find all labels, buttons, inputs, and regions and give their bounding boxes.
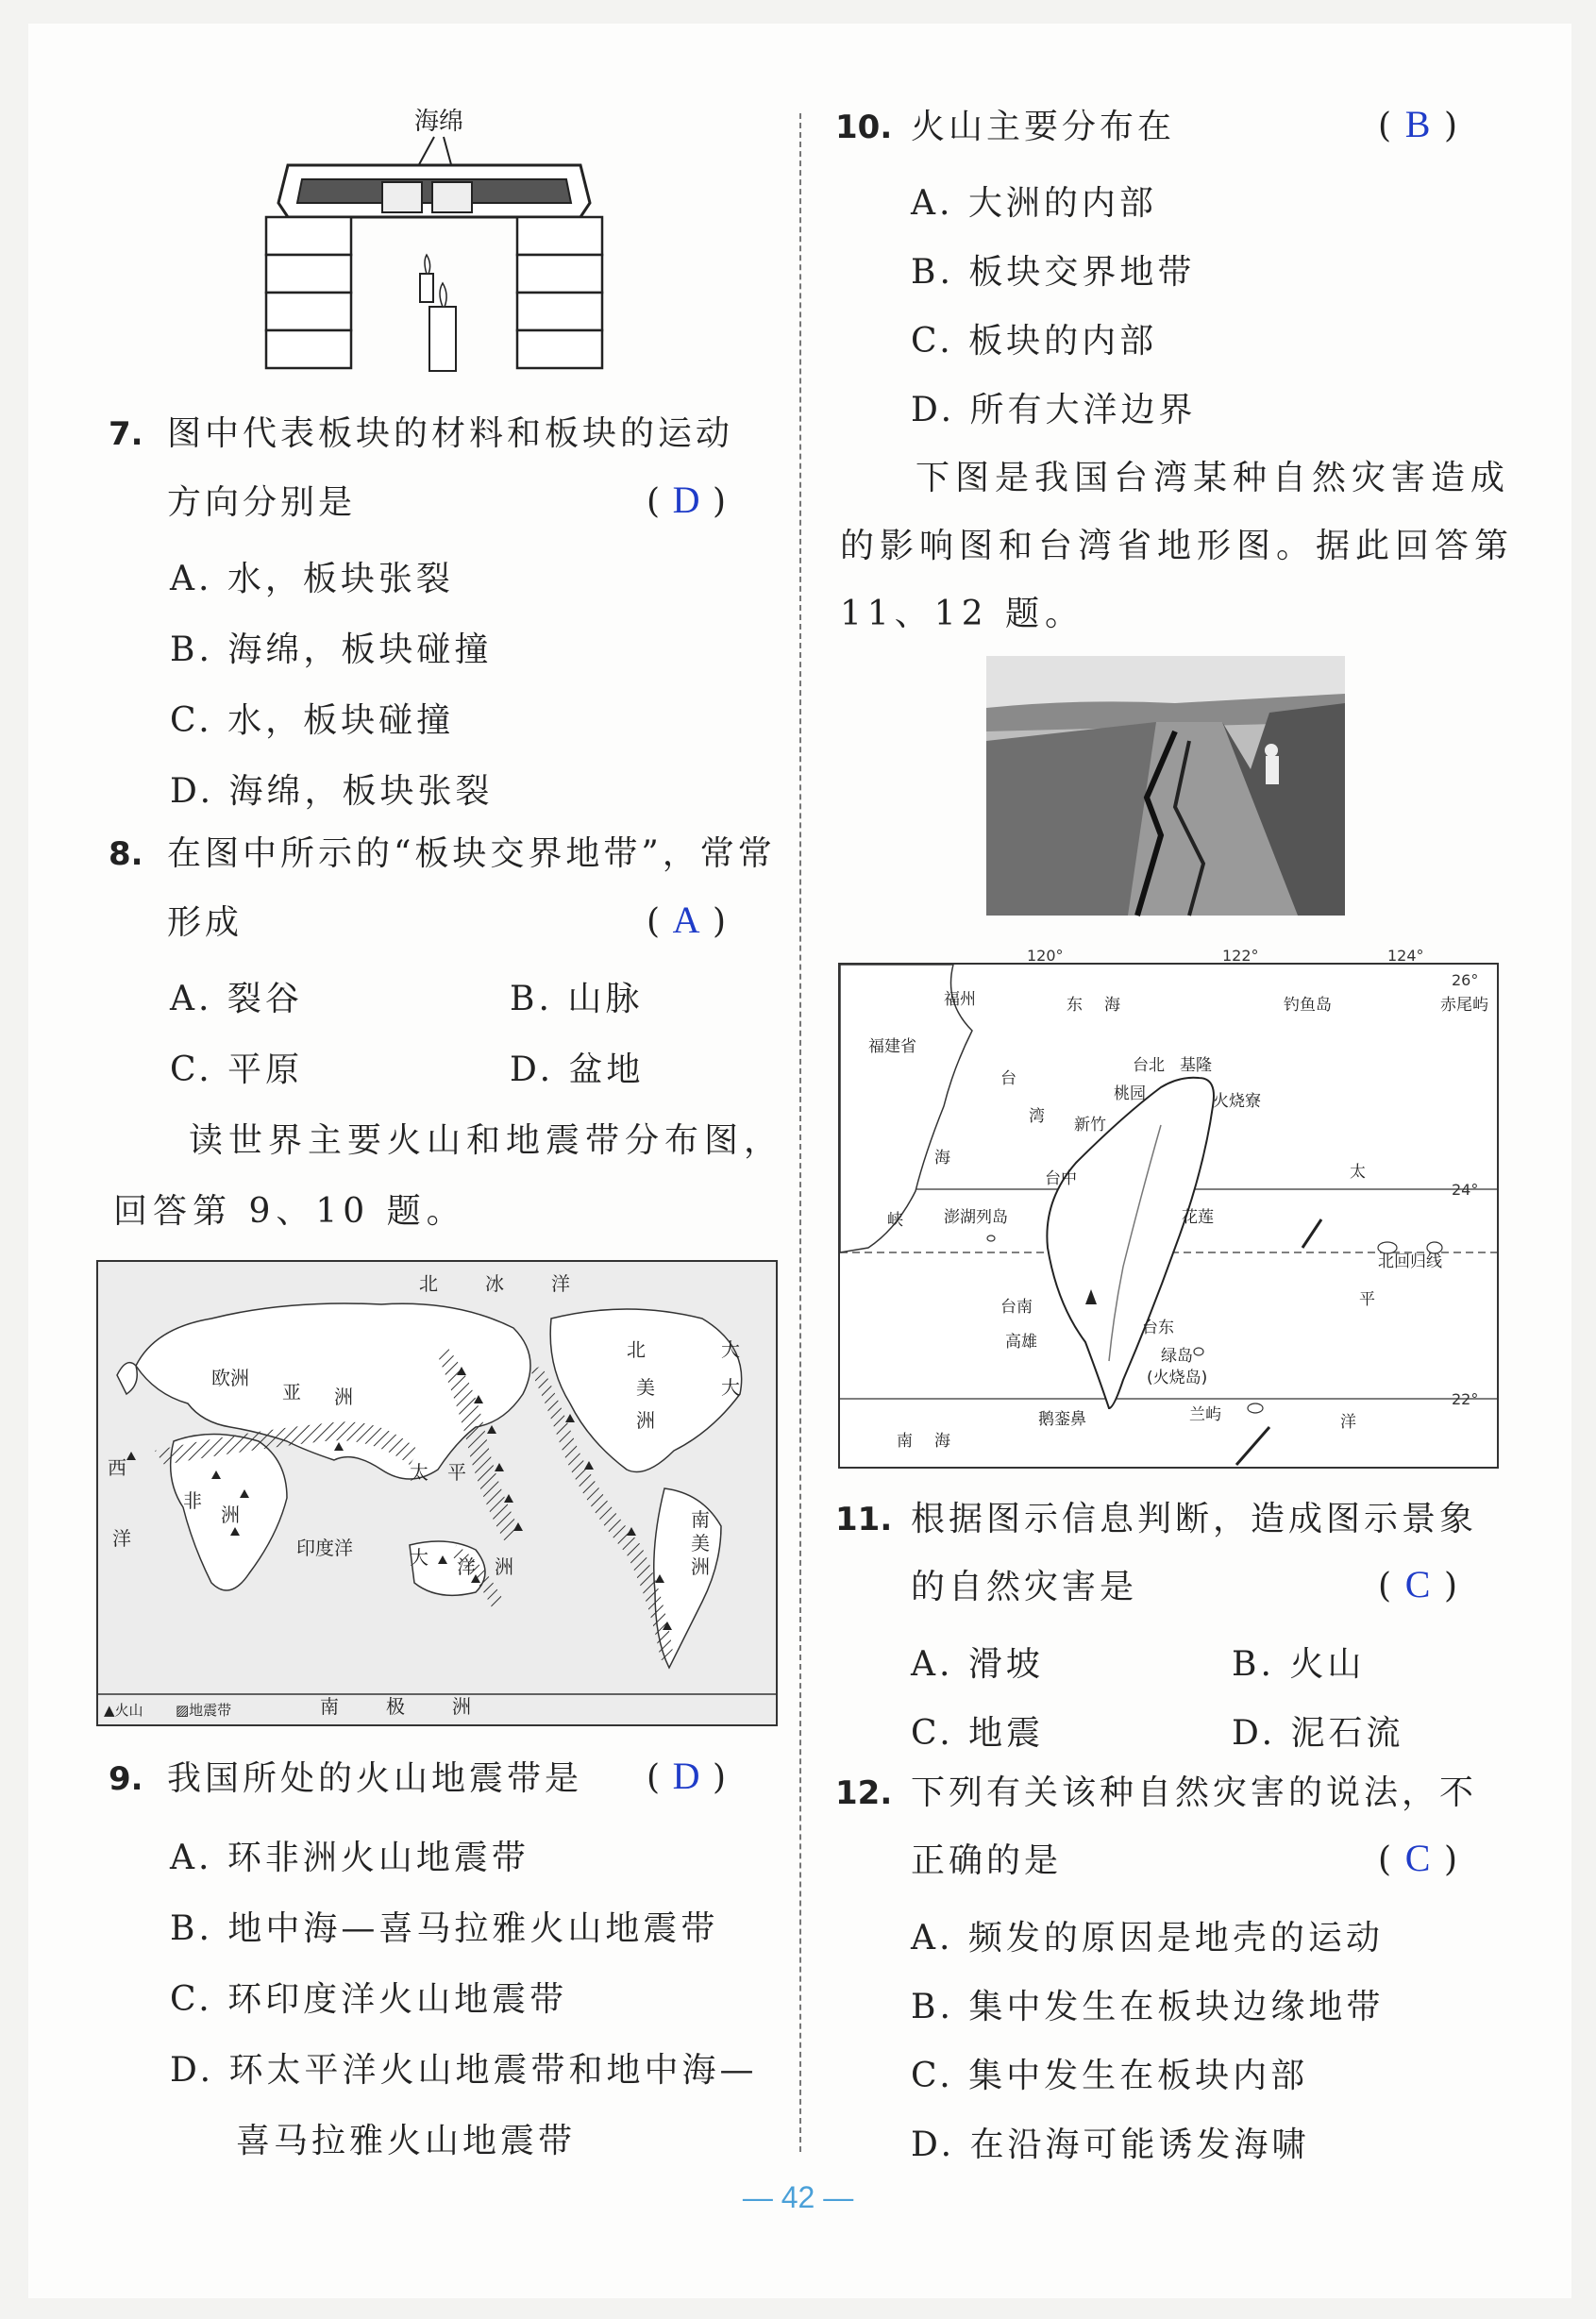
taiwan-terrain-map xyxy=(838,947,1499,1469)
map-label: 洋 xyxy=(551,1272,570,1295)
option: A. 频发的原因是地壳的运动 xyxy=(911,1919,1384,1958)
question-number: 11. xyxy=(835,1501,893,1538)
place-label: 福州 xyxy=(944,990,976,1009)
map-label: 极 xyxy=(386,1695,405,1718)
map-label: 冰 xyxy=(485,1272,504,1295)
intro-text: 下图是我国台湾某种自然灾害造成 xyxy=(916,459,1511,497)
place-label: 南 xyxy=(897,1432,913,1451)
place-label: 海 xyxy=(1104,996,1120,1015)
sponge-experiment-figure xyxy=(255,99,613,382)
legend-volcano: ▲火山 xyxy=(104,1702,143,1719)
place-label: 福建省 xyxy=(868,1037,916,1056)
place-label: (火烧岛) xyxy=(1147,1369,1208,1387)
answer-letter: B xyxy=(1404,103,1431,145)
place-label: 太 xyxy=(1350,1163,1366,1182)
answer-blank: ( A ) xyxy=(647,899,727,941)
place-label: 海 xyxy=(934,1149,950,1168)
option: C. 环印度洋火山地震带 xyxy=(170,1980,568,2019)
map-label: 非 xyxy=(183,1489,202,1512)
legend-earthquake-belt: ▨地震带 xyxy=(176,1702,232,1719)
place-label: 洋 xyxy=(1340,1413,1356,1432)
place-label: 澎湖列岛 xyxy=(944,1208,1008,1227)
question-stem: 我国所处的火山地震带是 xyxy=(167,1759,583,1798)
map-label: 洋 xyxy=(457,1555,476,1578)
question-number: 9. xyxy=(109,1760,143,1798)
lat-tick: 26° xyxy=(1452,971,1479,989)
question-number: 10. xyxy=(835,109,893,146)
question-stem: 方向分别是 xyxy=(167,483,357,522)
place-label: 桃园 xyxy=(1114,1084,1146,1103)
place-label: 台东 xyxy=(1142,1319,1174,1337)
option: D. 泥石流 xyxy=(1232,1714,1404,1753)
answer-blank: ( D ) xyxy=(647,1755,727,1797)
map-label: 洲 xyxy=(452,1695,471,1718)
option: C. 板块的内部 xyxy=(911,322,1158,361)
lat-tick: 24° xyxy=(1452,1181,1479,1199)
map-label: 平 xyxy=(447,1461,466,1484)
option: A. 环非洲火山地震带 xyxy=(170,1839,529,1877)
question-number: 8. xyxy=(109,835,143,873)
place-label: 高雄 xyxy=(1005,1333,1037,1352)
place-label: 鹅銮鼻 xyxy=(1038,1410,1086,1429)
option: B. 地中海—喜马拉雅火山地震带 xyxy=(170,1909,719,1948)
question-stem: 根据图示信息判断，造成图示景象 xyxy=(911,1500,1478,1538)
option: A. 滑坡 xyxy=(911,1645,1044,1684)
place-label: 绿岛 xyxy=(1161,1347,1193,1366)
question-number: 7. xyxy=(109,415,143,453)
question-stem: 火山主要分布在 xyxy=(911,108,1176,146)
question-stem: 在图中所示的“板块交界地带”，常常 xyxy=(167,834,776,873)
map-label: 洲 xyxy=(221,1504,240,1526)
option: B. 海绵，板块碰撞 xyxy=(170,630,493,669)
map-label: 北 xyxy=(419,1272,438,1295)
map-label: 洲 xyxy=(334,1386,353,1408)
map-label: 太 xyxy=(410,1461,428,1484)
map-label: 美 xyxy=(691,1532,710,1554)
column-divider xyxy=(799,113,801,2152)
option: A. 水，板块张裂 xyxy=(170,560,454,598)
map-label: 西 xyxy=(108,1456,126,1479)
option: D. 盆地 xyxy=(510,1050,645,1089)
answer-letter: A xyxy=(672,899,700,941)
place-label: 新竹 xyxy=(1074,1116,1106,1134)
option: C. 集中发生在板块内部 xyxy=(911,2057,1309,2095)
map-label: 大 xyxy=(410,1546,428,1569)
option: 喜马拉雅火山地震带 xyxy=(236,2122,577,2160)
answer-blank: ( C ) xyxy=(1378,1563,1458,1605)
option: B. 山脉 xyxy=(510,980,644,1018)
place-label: 北回归线 xyxy=(1378,1252,1442,1271)
option: A. 大洲的内部 xyxy=(911,184,1157,223)
map-label: 南 xyxy=(320,1695,339,1718)
option: D. 在沿海可能诱发海啸 xyxy=(911,2126,1310,2164)
question-number: 12. xyxy=(835,1774,893,1812)
question-stem: 形成 xyxy=(167,903,244,942)
lat-tick: 22° xyxy=(1452,1390,1479,1408)
option: C. 水，板块碰撞 xyxy=(170,701,455,740)
place-label: 湾 xyxy=(1029,1107,1045,1126)
answer-blank: ( D ) xyxy=(647,479,727,521)
option: D. 所有大洋边界 xyxy=(911,391,1197,429)
place-label: 花莲 xyxy=(1182,1208,1214,1227)
map-label: 欧洲 xyxy=(211,1367,249,1389)
option: D. 海绵，板块张裂 xyxy=(170,772,494,811)
question-stem: 下列有关该种自然灾害的说法，不 xyxy=(911,1773,1478,1812)
lon-tick: 124° xyxy=(1387,947,1424,965)
intro-text: 回答第 9、10 题。 xyxy=(113,1192,466,1231)
answer-letter: D xyxy=(672,479,700,521)
place-label: 台南 xyxy=(1000,1298,1033,1317)
place-label: 台中 xyxy=(1045,1169,1077,1188)
place-label: 赤尾屿 xyxy=(1440,996,1488,1015)
place-label: 海 xyxy=(934,1432,950,1451)
page-number: — 42 — xyxy=(742,2180,854,2214)
option: B. 板块交界地带 xyxy=(911,253,1196,292)
map-label: 南 xyxy=(691,1508,710,1531)
map-label: 洲 xyxy=(636,1409,655,1432)
place-label: 兰屿 xyxy=(1189,1405,1221,1424)
map-label: 洲 xyxy=(495,1555,513,1578)
intro-text: 的影响图和台湾省地形图。据此回答第 xyxy=(840,527,1515,565)
place-label: 钓鱼岛 xyxy=(1284,996,1332,1015)
map-label: 洲 xyxy=(691,1555,710,1578)
option: B. 集中发生在板块边缘地带 xyxy=(911,1988,1385,2026)
lon-tick: 122° xyxy=(1222,947,1259,965)
question-stem: 的自然灾害是 xyxy=(911,1568,1138,1606)
lon-tick: 120° xyxy=(1027,947,1064,965)
earthquake-damage-photo xyxy=(986,656,1345,916)
answer-blank: ( B ) xyxy=(1378,103,1458,145)
place-label: 基隆 xyxy=(1180,1056,1212,1075)
option: A. 裂谷 xyxy=(170,980,303,1018)
option: B. 火山 xyxy=(1232,1645,1366,1684)
place-label: 平 xyxy=(1359,1290,1375,1309)
answer-letter: D xyxy=(672,1755,700,1797)
intro-text: 11、12 题。 xyxy=(840,595,1085,633)
answer-letter: C xyxy=(1404,1563,1431,1605)
place-label: 东 xyxy=(1067,996,1083,1015)
map-label: 亚 xyxy=(282,1381,301,1403)
option: D. 环太平洋火山地震带和地中海— xyxy=(170,2051,758,2090)
option: C. 地震 xyxy=(911,1714,1045,1753)
place-label: 火烧寮 xyxy=(1213,1092,1261,1111)
sponge-label: 海绵 xyxy=(413,108,464,136)
world-volcano-earthquake-map xyxy=(96,1260,778,1726)
map-label: 北 xyxy=(627,1338,646,1361)
answer-letter: C xyxy=(1404,1837,1431,1879)
map-label: 美 xyxy=(636,1376,655,1399)
option: C. 平原 xyxy=(170,1050,304,1089)
answer-blank: ( C ) xyxy=(1378,1837,1458,1879)
map-label: 大 xyxy=(721,1376,740,1399)
place-label: 台北 xyxy=(1133,1056,1165,1075)
map-label: 印度洋 xyxy=(296,1537,353,1559)
question-stem: 正确的是 xyxy=(911,1841,1063,1880)
place-label: 台 xyxy=(1000,1069,1016,1088)
intro-text: 读世界主要火山和地震带分布图， xyxy=(189,1121,784,1160)
map-label: 洋 xyxy=(112,1527,131,1550)
question-stem: 图中代表板块的材料和板块的运动 xyxy=(167,414,734,453)
map-label: 大 xyxy=(721,1338,740,1361)
place-label: 峡 xyxy=(887,1211,903,1230)
